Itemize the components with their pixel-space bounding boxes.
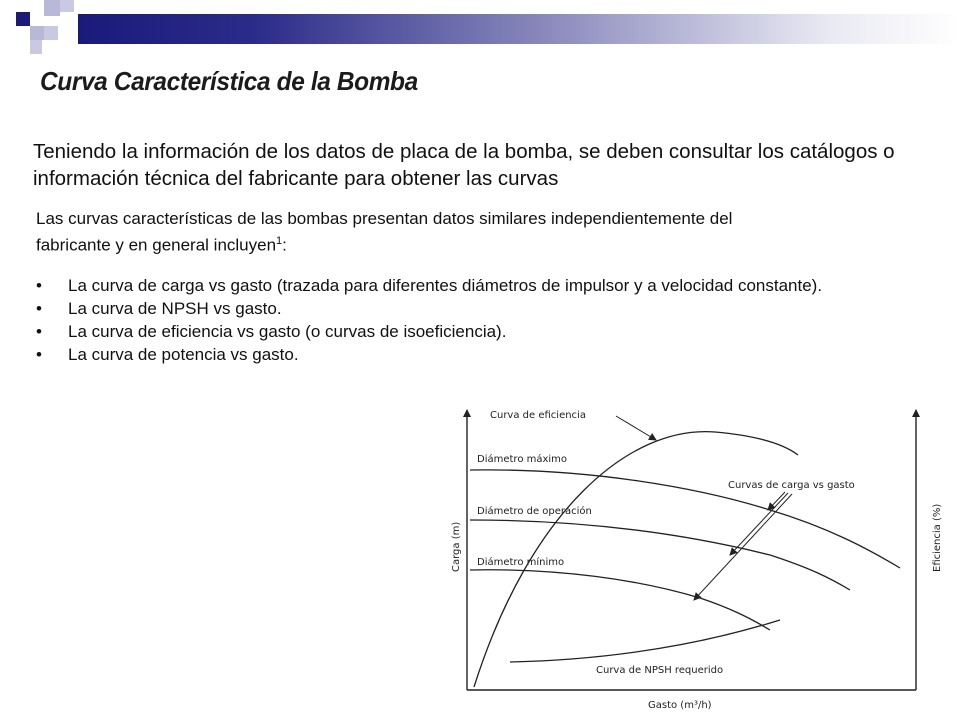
pump-curve-diagram <box>440 400 950 718</box>
footnote-marker: 1 <box>276 235 283 247</box>
head-arrow-2 <box>730 493 788 555</box>
body-paragraph <box>36 208 796 257</box>
x-axis-label: Gasto (m³/h) <box>648 700 712 711</box>
header-square-light <box>44 0 60 16</box>
bullet-list <box>36 274 836 366</box>
head-arrow-1 <box>768 492 785 510</box>
npsh-curve <box>510 620 780 662</box>
npsh-curve-label: Curva de NPSH requerido <box>596 665 724 676</box>
list-item-text: La curva de carga vs gasto (trazada para diferentes diámetros de impulsor y a velocidad constante). <box>68 276 823 295</box>
list-item-text: La curva de potencia vs gasto. <box>68 345 299 364</box>
efficiency-leader <box>616 416 656 440</box>
header-gradient-band <box>78 14 960 44</box>
header-square-light <box>30 26 44 40</box>
head-curve-operation <box>470 520 850 590</box>
bullet-icon: • <box>36 322 42 341</box>
bullet-icon: • <box>36 276 42 295</box>
header-square-light <box>30 40 42 54</box>
list-item-text: La curva de NPSH vs gasto. <box>68 299 282 318</box>
body-paragraph-text: Las curvas características de las bombas presentan datos similares independientemente del fabricante y en general incluyen <box>36 209 733 255</box>
list-item <box>36 297 836 320</box>
slide-title: Curva Característica de la Bomba <box>40 66 418 96</box>
intro-text: Teniendo la información de los datos de placa de la bomba, se deben consultar los catálogos o información técnica del fabricante para obtener las curvas <box>33 140 895 190</box>
list-item <box>36 343 836 366</box>
head-arrow-3 <box>694 494 792 600</box>
y-axis-right-label: Eficiencia (%) <box>932 503 943 572</box>
list-item-text: La curva de eficiencia vs gasto (o curvas de isoeficiencia). <box>68 322 507 341</box>
list-item <box>36 274 836 297</box>
head-curve-min <box>470 570 770 630</box>
header-square-light <box>60 0 74 12</box>
header-square-light <box>44 26 58 40</box>
body-paragraph-suffix: : <box>282 235 287 255</box>
bullet-icon: • <box>36 299 42 318</box>
head-curves-label: Curvas de carga vs gasto <box>728 480 855 491</box>
diameter-operation-label: Diámetro de operación <box>477 506 592 517</box>
efficiency-curve-label: Curva de eficiencia <box>490 410 586 421</box>
list-item <box>36 320 836 343</box>
bullet-icon: • <box>36 345 42 364</box>
diameter-min-label: Diámetro mínimo <box>477 557 565 568</box>
y-axis-left-label: Carga (m) <box>451 521 462 572</box>
header-square-dark <box>16 12 30 26</box>
diameter-max-label: Diámetro máximo <box>477 454 568 465</box>
